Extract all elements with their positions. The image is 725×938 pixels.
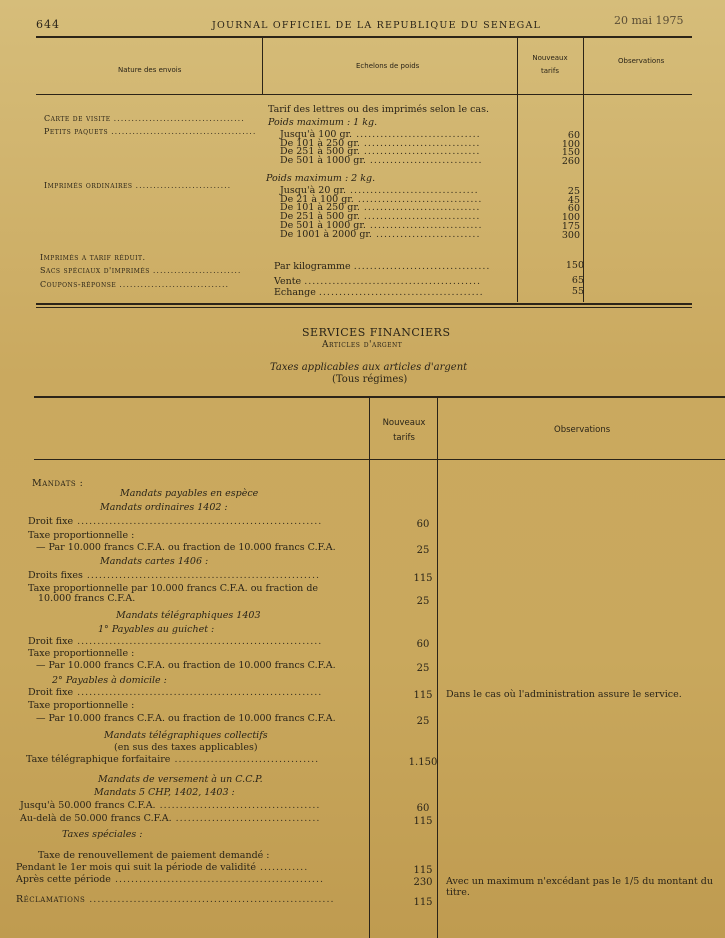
col-observations: Observations [618, 57, 665, 65]
table-row [38, 593, 135, 604]
table-row [28, 636, 322, 647]
table-row [28, 648, 134, 659]
header-rule [36, 36, 692, 38]
echelon-tarif: 100 [561, 212, 580, 224]
echelon-label: Jusqu'à 100 gr. [280, 129, 353, 140]
dot-leader: ............................................................. [73, 636, 323, 647]
row-label: Réclamations [16, 894, 86, 905]
label: Par kilogramme [274, 261, 351, 272]
dot-leader: ............ [255, 862, 309, 873]
vente [274, 276, 481, 287]
tarif-value: 115 [413, 816, 433, 827]
row-label: Droit fixe [28, 687, 74, 698]
tarif-value: 115 [413, 573, 433, 584]
row-label: Après cette période [16, 874, 111, 885]
t1-bottom-rule [36, 307, 692, 308]
tarif-par-kg: 150 [565, 260, 584, 271]
row-label: Droits fixes [28, 570, 83, 581]
t2-header-rule [34, 459, 725, 460]
row-label: Mandats télégraphiques collectifs [104, 730, 268, 741]
echelon-tarif: 60 [567, 130, 580, 141]
row-label: 2° Payables à domicile : [52, 675, 167, 686]
t1-bottom-rule [36, 303, 692, 305]
dot-leader: ............................. [359, 202, 481, 214]
dot-leader: ............................. [359, 146, 481, 157]
echelon-label: De 501 à 1000 gr. [280, 219, 366, 231]
row-imprimes-tarif-reduit: Imprimés a tarif réduit. [40, 253, 146, 262]
dot-leader: ............................................................. [73, 687, 323, 698]
table-row [36, 713, 336, 724]
header-date: 20 mai 1975 [614, 14, 684, 27]
table-row [28, 687, 322, 698]
row-label: Au-delà de 50.000 francs C.F.A. [20, 813, 172, 824]
echelon-tarif: 175 [561, 220, 580, 232]
row-label: Jusqu'à 50.000 francs C.F.A. [20, 800, 156, 811]
table-row [94, 787, 235, 798]
page-number: 644 [36, 18, 60, 31]
row-label: Mandats de versement à un C.C.P. [98, 774, 263, 785]
row-label: Imprimés ordinaires [44, 181, 133, 190]
tarif-note: Tarif des lettres ou des imprimés selon le cas. [268, 104, 489, 115]
table-row [98, 774, 263, 785]
section-title: SERVICES FINANCIERS [302, 326, 451, 339]
echelon-tarif: 45 [567, 194, 580, 206]
dot-leader: ............................... [353, 193, 483, 205]
dot-leader: .......................... [371, 228, 481, 240]
echelon-label: De 21 à 100 gr. [280, 193, 354, 205]
row-label: — Par 10.000 francs C.F.A. ou fraction de 10.000 francs C.F.A. [36, 542, 336, 553]
tarif-value: 60 [416, 519, 430, 530]
table-row [120, 488, 258, 499]
poids-max-2: Poids maximum : 2 kg. [266, 173, 376, 184]
echelon-tarif: 260 [561, 155, 580, 167]
table-row [16, 894, 335, 905]
echelon-label: De 101 à 250 gr. [280, 137, 360, 149]
tarif-value: 60 [416, 639, 430, 650]
table-row [36, 542, 336, 553]
table-row [62, 829, 143, 840]
table-row [104, 730, 268, 741]
col-nature: Nature des envois [118, 66, 182, 74]
dot-leader: ............................................................. [73, 516, 323, 527]
row-label: Coupons-réponse [40, 280, 117, 289]
table-row [20, 800, 320, 811]
echelon-tarif: 100 [561, 138, 580, 150]
taxes-title: Taxes applicables aux articles d'argent [270, 362, 468, 373]
dot-leader: ............................... [119, 280, 230, 289]
tarif-value: 60 [416, 803, 430, 814]
dot-leader: ............................... [352, 129, 481, 140]
dot-leader: ............................................ [304, 276, 482, 287]
poids-max-1: Poids maximum : 1 kg. [268, 117, 378, 128]
dot-leader: ................................ [346, 185, 479, 196]
table-row [16, 862, 308, 873]
row-label: Taxe proportionnelle : [28, 648, 135, 659]
echelon-label: De 251 à 500 gr. [280, 211, 360, 223]
journal-title: JOURNAL OFFICIEL DE LA REPUBLIQUE DU SENEGAL [212, 20, 542, 31]
row-label: Mandats : [32, 478, 84, 489]
row-label: Taxe de renouvellement de paiement demandé : [38, 850, 270, 861]
tarif-value: 25 [416, 596, 430, 607]
table-row [36, 660, 336, 671]
dot-leader: ............................................................. [85, 894, 335, 905]
table-row [100, 556, 208, 567]
t2-top-rule [34, 396, 725, 398]
row-label: Mandats télégraphiques 1403 [116, 610, 261, 621]
row-label: Sacs spéciaux d'imprimés [40, 266, 150, 275]
table-row [114, 742, 258, 753]
tarif-value: 115 [413, 897, 433, 908]
row-label: Taxe télégraphique forfaitaire [26, 754, 171, 765]
echelon-label: De 101 à 250 gr. [280, 202, 360, 214]
col-nouveaux-tarifs-2: Nouveaux tarifs [382, 418, 426, 443]
table-row [32, 478, 83, 489]
row-label: — Par 10.000 francs C.F.A. ou fraction de 10.000 francs C.F.A. [36, 660, 336, 671]
table-row [20, 813, 320, 824]
tarif-value: 115 [413, 865, 433, 876]
dot-leader: ......................................... [111, 127, 257, 136]
dot-leader: ............................ [365, 154, 483, 166]
row-label: Taxe proportionnelle par 10.000 francs C.F.A. ou fraction de [28, 583, 319, 594]
row-label: Taxe proportionnelle : [28, 530, 135, 541]
table-row [28, 570, 320, 581]
echelon-label: Jusqu'à 20 gr. [280, 185, 347, 196]
dot-leader: .......................................................... [82, 570, 320, 581]
echelon-row [280, 229, 480, 240]
col-nouveaux-tarifs: Nouveaux tarifs [532, 54, 568, 75]
t1-header-rule [36, 94, 692, 95]
row-label: — Par 10.000 francs C.F.A. ou fraction de 10.000 francs C.F.A. [36, 713, 336, 724]
echelon-label: De 1001 à 2000 gr. [280, 228, 372, 240]
row-label: Mandats cartes 1406 : [100, 556, 209, 567]
t1-divider [517, 38, 518, 302]
echelon-row [280, 155, 482, 166]
label: Vente [274, 276, 302, 287]
echelon-tarif: 60 [567, 203, 580, 215]
row-label: Mandats ordinaires 1402 : [100, 502, 228, 513]
table-row [116, 610, 261, 621]
label: Echange [274, 287, 316, 298]
par-kilogramme [274, 261, 490, 272]
tarif-value: 230 [413, 877, 433, 888]
col-observations-2: Observations [554, 425, 611, 435]
echelon-tarif: 300 [561, 229, 580, 241]
t2-divider [369, 398, 370, 938]
dot-leader: ........................... [135, 181, 232, 190]
echange [274, 287, 484, 298]
table-row [52, 675, 167, 686]
echelon-label: De 501 à 1000 gr. [280, 154, 366, 166]
dot-leader: ........................................ [155, 800, 321, 811]
row-sacs-speciaux [40, 266, 241, 275]
echelon-tarif: 150 [561, 147, 580, 158]
dot-leader: ......................... [152, 266, 242, 275]
dot-leader: .................................... [171, 813, 321, 824]
observation-text: Dans le cas où l'administration assure le service. [446, 689, 682, 700]
echelon-tarif: 25 [567, 186, 580, 197]
table-row [26, 754, 319, 765]
row-label: Taxe proportionnelle : [28, 700, 135, 711]
tarif-value: 25 [416, 545, 430, 556]
dot-leader: .................................. [353, 261, 491, 272]
tarif-value: 25 [416, 663, 430, 674]
row-petits-paquets [44, 127, 256, 136]
row-label: Petits paquets [44, 127, 109, 136]
dot-leader: ............................. [359, 211, 481, 223]
tarif-value: 25 [416, 716, 430, 727]
row-label: Droit fixe [28, 516, 74, 527]
observation-text: Avec un maximum n'excédant pas le 1/5 du montant du titre. [446, 876, 713, 898]
dot-leader: ..................................... [113, 114, 245, 123]
echelon-label: De 251 à 500 gr. [280, 146, 360, 157]
tarif-value: 115 [413, 690, 433, 701]
tarif-value: 1.150 [408, 757, 438, 768]
table-row [28, 700, 134, 711]
dot-leader: ............................. [359, 137, 481, 149]
tous-regimes: (Tous régimes) [332, 374, 408, 385]
table-row [100, 502, 228, 513]
row-label: Mandats 5 CHP, 1402, 1403 : [94, 787, 235, 798]
row-label: Carte de visite [44, 114, 111, 123]
dot-leader: ......................................... [318, 287, 484, 298]
tarif-echange: 55 [571, 286, 584, 297]
row-imprimes-ordinaires [44, 181, 231, 190]
row-label: Pendant le 1er mois qui suit la période de validité [16, 862, 256, 873]
row-coupons-reponse [40, 280, 229, 289]
table-row [16, 874, 324, 885]
dot-leader: .................................... [170, 754, 320, 765]
table-row [38, 850, 270, 861]
col-echelons: Echelons de poids [356, 62, 420, 70]
section-subtitle: Articles d'argent [322, 340, 403, 350]
dot-leader: ............................ [365, 219, 483, 231]
row-label: 1° Payables au guichet : [98, 624, 215, 635]
row-label: Taxes spéciales : [62, 829, 143, 840]
dot-leader: .................................................... [110, 874, 324, 885]
row-label: (en sus des taxes applicables) [114, 742, 258, 753]
table-row [28, 530, 134, 541]
row-label: 10.000 francs C.F.A. [38, 593, 136, 604]
row-label: Droit fixe [28, 636, 74, 647]
t1-divider [262, 38, 263, 94]
row-carte-visite [44, 114, 245, 123]
table-row [28, 516, 322, 527]
tarif-vente: 65 [571, 275, 584, 286]
row-label: Mandats payables en espèce [120, 488, 259, 499]
table-row [98, 624, 214, 635]
